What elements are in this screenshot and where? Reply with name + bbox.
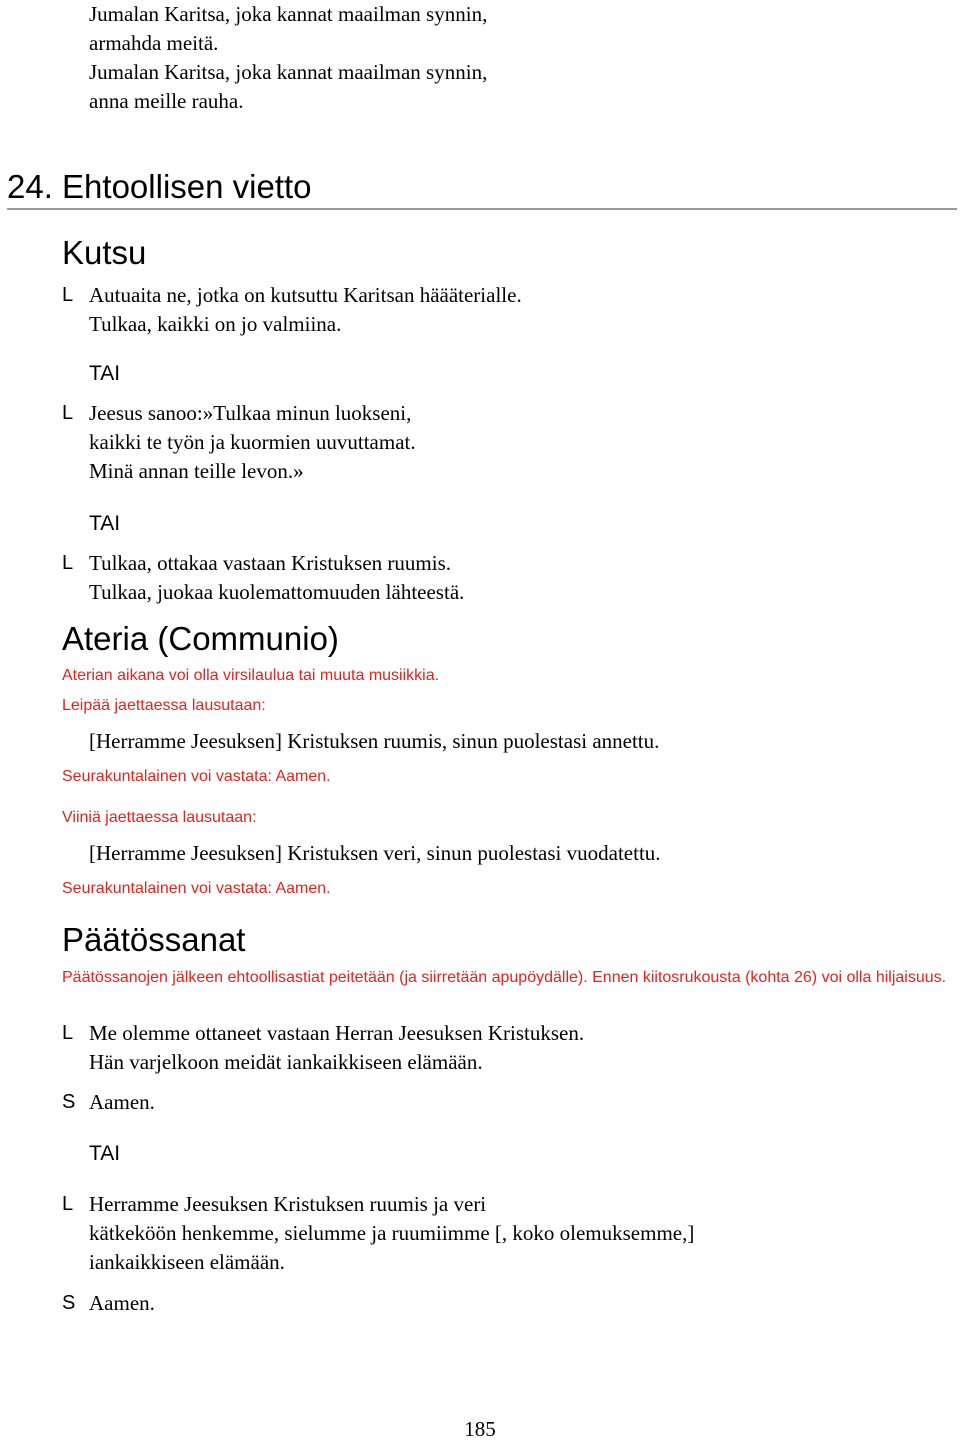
- text-line: armahda meitä.: [89, 31, 219, 55]
- text-line: kätkeköön henkemme, sielumme ja ruumiimme [, koko olemuksemme,]: [89, 1221, 695, 1245]
- speaker-label: L: [62, 552, 74, 574]
- text-line: Herramme Jeesuksen Kristuksen ruumis ja veri: [89, 1192, 487, 1216]
- speaker-label: L: [62, 402, 74, 424]
- text-line: kaikki te työn ja kuormien uuvuttamat.: [89, 430, 416, 454]
- speaker-label: L: [62, 1193, 74, 1215]
- page-number: 185: [464, 1417, 496, 1441]
- rubric: Seurakuntalainen voi vastata: Aamen.: [62, 768, 331, 785]
- text-line: Jumalan Karitsa, joka kannat maailman synnin,: [89, 2, 488, 26]
- rubric: Viiniä jaettaessa lausutaan:: [62, 809, 257, 826]
- text-line: Jumalan Karitsa, joka kannat maailman synnin,: [89, 60, 488, 84]
- text-line: Aamen.: [89, 1090, 155, 1114]
- speaker-label: S: [62, 1091, 76, 1113]
- rubric: Aterian aikana voi olla virsilaulua tai muuta musiikkia.: [62, 667, 440, 684]
- speaker-label: L: [62, 284, 74, 306]
- rubric: Päätössanojen jälkeen ehtoollisastiat peitetään (ja siirretään apupöydälle). Ennen kiitosrukousta (kohta 26) voi olla hiljaisuus.: [62, 969, 947, 986]
- text-line: Tulkaa, kaikki on jo valmiina.: [89, 312, 342, 336]
- text-line: Autuaita ne, jotka on kutsuttu Karitsan häääterialle.: [89, 283, 522, 307]
- speaker-label: L: [62, 1022, 74, 1044]
- text-line: Minä annan teille levon.»: [89, 459, 304, 483]
- text-line: anna meille rauha.: [89, 89, 244, 113]
- text-line: Tulkaa, juokaa kuolemattomuuden lähteestä.: [89, 580, 465, 604]
- text-line: Jeesus sanoo:»Tulkaa minun luokseni,: [89, 401, 412, 425]
- rubric: Leipää jaettaessa lausutaan:: [62, 697, 266, 714]
- alternative-label: TAI: [89, 362, 121, 385]
- text-line: Aamen.: [89, 1291, 155, 1315]
- text-line: iankaikkiseen elämään.: [89, 1250, 285, 1274]
- speaker-label: S: [62, 1292, 76, 1314]
- subsection-heading-ateria: Ateria (Communio): [62, 620, 339, 657]
- text-line: Hän varjelkoon meidät iankaikkiseen elämään.: [89, 1050, 483, 1074]
- text-line: Me olemme ottaneet vastaan Herran Jeesuksen Kristuksen.: [89, 1021, 585, 1045]
- section-title: 24. Ehtoollisen vietto: [7, 168, 312, 205]
- section-divider: [7, 208, 957, 210]
- alternative-label: TAI: [89, 512, 121, 535]
- alternative-label: TAI: [89, 1142, 121, 1165]
- rubric: Seurakuntalainen voi vastata: Aamen.: [62, 880, 331, 897]
- subsection-heading-kutsu: Kutsu: [62, 234, 147, 271]
- text-line: Tulkaa, ottakaa vastaan Kristuksen ruumis.: [89, 551, 451, 575]
- subsection-heading-paatossanat: Päätössanat: [62, 921, 246, 958]
- text-line: [Herramme Jeesuksen] Kristuksen veri, sinun puolestasi vuodatettu.: [89, 841, 661, 865]
- text-line: [Herramme Jeesuksen] Kristuksen ruumis, sinun puolestasi annettu.: [89, 729, 660, 753]
